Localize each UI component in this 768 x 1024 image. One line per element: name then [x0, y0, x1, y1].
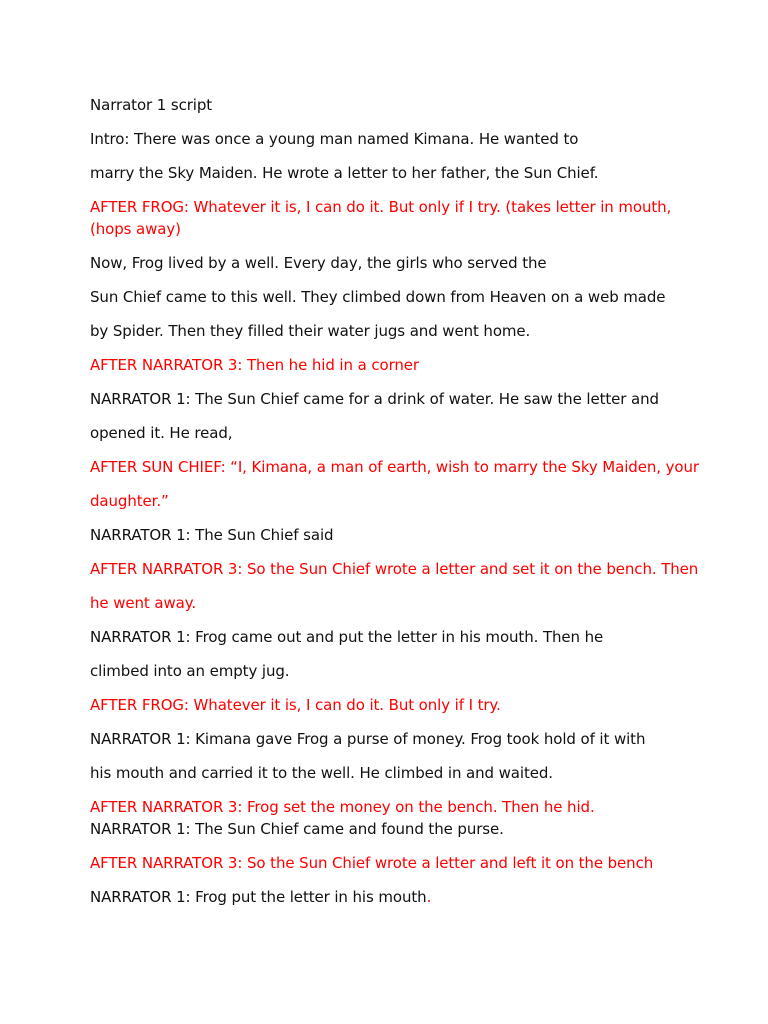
intro-line-2: marry the Sky Maiden. He wrote a letter to her father, the Sun Chief.: [90, 164, 599, 182]
after-sun-chief-cue-cont: daughter.”: [90, 492, 169, 510]
document-title: Narrator 1 script: [90, 96, 213, 114]
narrator1-line-6: [90, 886, 690, 908]
after-frog-cue-2: AFTER FROG: Whatever it is, I can do it. But only if I try.: [90, 696, 501, 714]
narration-well-1: Now, Frog lived by a well. Every day, the girls who served the: [90, 254, 547, 272]
after-narrator3-cue-1: AFTER NARRATOR 3: Then he hid in a corner: [90, 356, 419, 374]
narrator1-line-3-cont: climbed into an empty jug.: [90, 662, 290, 680]
narration-well-3: by Spider. Then they filled their water jugs and went home.: [90, 322, 531, 340]
narrator1-line-6-period: .: [426, 888, 432, 906]
after-sun-chief-cue: AFTER SUN CHIEF: “I, Kimana, a man of earth, wish to marry the Sky Maiden, your: [90, 458, 699, 476]
narrator1-line-4: NARRATOR 1: Kimana gave Frog a purse of money. Frog took hold of it with: [90, 730, 646, 748]
after-narrator3-cue-2-cont: he went away.: [90, 594, 197, 612]
after-frog-cue-1: AFTER FROG: Whatever it is, I can do it. But only if I try. (takes letter in mouth,: [90, 198, 672, 216]
after-narrator3-cue-4: AFTER NARRATOR 3: So the Sun Chief wrote a letter and left it on the bench: [90, 854, 654, 872]
after-narrator3-cue-2: AFTER NARRATOR 3: So the Sun Chief wrote a letter and set it on the bench. Then: [90, 560, 699, 578]
narrator1-line-6-text: NARRATOR 1: Frog put the letter in his mouth: [90, 888, 427, 906]
narrator1-line-5: NARRATOR 1: The Sun Chief came and found the purse.: [90, 820, 504, 838]
after-narrator3-cue-3: AFTER NARRATOR 3: Frog set the money on the bench. Then he hid.: [90, 798, 595, 816]
intro-line-1: Intro: There was once a young man named Kimana. He wanted to: [90, 130, 579, 148]
narrator1-line-4-cont: his mouth and carried it to the well. He climbed in and waited.: [90, 764, 553, 782]
narrator1-line-1-cont: opened it. He read,: [90, 424, 233, 442]
narrator1-line-2: NARRATOR 1: The Sun Chief said: [90, 526, 334, 544]
document-body: [90, 94, 699, 908]
narrator1-line-3: NARRATOR 1: Frog came out and put the letter in his mouth. Then he: [90, 628, 604, 646]
narrator1-line-1: NARRATOR 1: The Sun Chief came for a drink of water. He saw the letter and: [90, 390, 659, 408]
after-frog-cue-1-cont: (hops away): [90, 220, 181, 238]
narration-well-2: Sun Chief came to this well. They climbed down from Heaven on a web made: [90, 288, 666, 306]
